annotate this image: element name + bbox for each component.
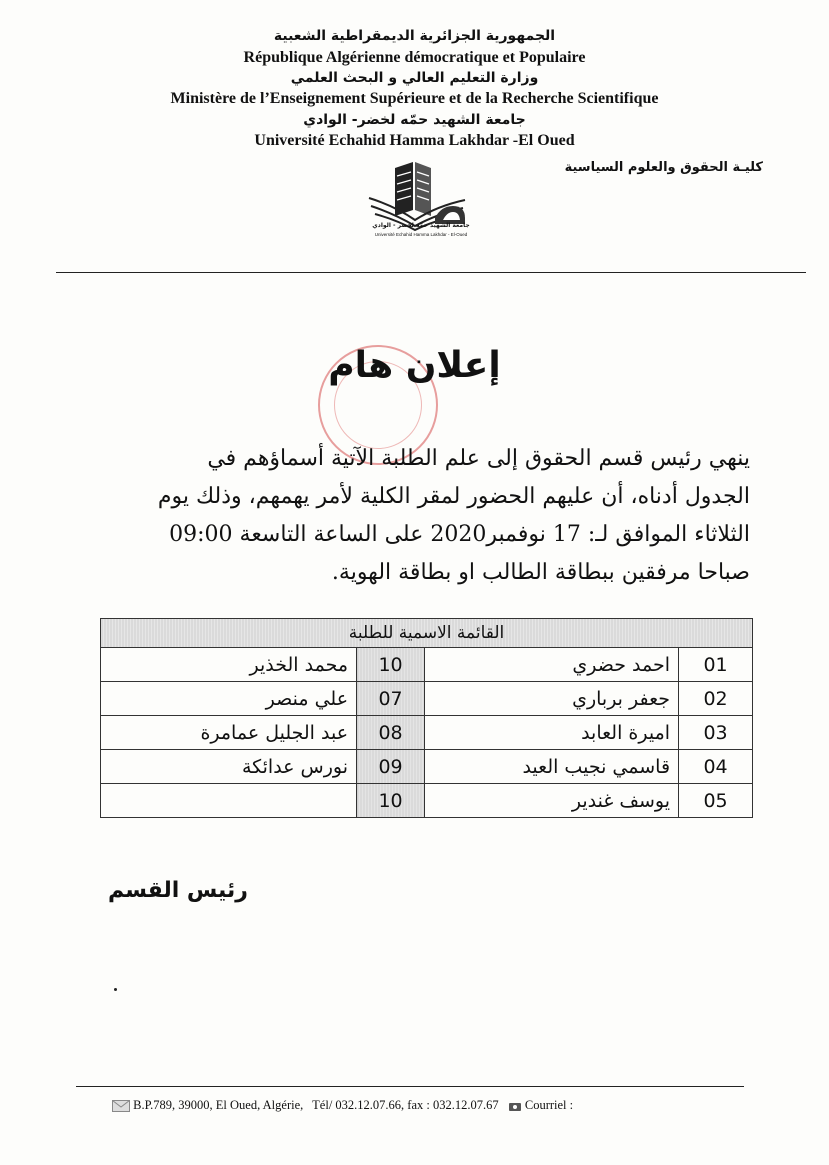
republic-fr: République Algérienne démocratique et Populaire	[243, 49, 586, 66]
table-row	[101, 750, 753, 784]
row-number: 04	[679, 750, 753, 784]
footer-phone: Tél/ 032.12.07.66, fax : 032.12.07.67	[312, 1098, 499, 1112]
row-number: 10	[357, 784, 425, 818]
email-icon	[508, 1100, 522, 1112]
footer-divider	[76, 1086, 744, 1087]
university-fr: Université Echahid Hamma Lakhdar -El Oued	[254, 132, 575, 149]
ministry-fr: Ministère de l’Enseignement Supérieure et de la Recherche Scientifique	[170, 90, 659, 107]
logo-caption-fr: Université Echahid Hamma Lakhdar - El-Oued	[374, 232, 468, 237]
student-name: قاسمي نجيب العيد	[425, 750, 679, 784]
university-ar: جامعة الشهيد حمّه لخضر- الوادي	[303, 112, 526, 128]
footer-email-label: Courriel :	[524, 1098, 574, 1112]
student-name: نورس عدائكة	[101, 750, 357, 784]
table-title: القائمة الاسمية للطلبة	[101, 619, 753, 648]
student-name: جعفر برباري	[425, 682, 679, 716]
announcement-line: صباحا مرفقين ببطاقة الطالب او بطاقة الهوية.	[331, 560, 750, 585]
table-row	[101, 682, 753, 716]
logo-caption-ar: جامعة الشهيد حمّه لخضر - الوادي	[372, 222, 470, 229]
row-number: 10	[357, 648, 425, 682]
student-name: احمد حضري	[425, 648, 679, 682]
row-number: 05	[679, 784, 753, 818]
announcement-line: الجدول أدناه، أن عليهم الحضور لمقر الكلية لأمر يهمهم، وذلك يوم	[157, 484, 750, 509]
row-number: 08	[357, 716, 425, 750]
student-name: عبد الجليل عمامرة	[101, 716, 357, 750]
row-number: 07	[357, 682, 425, 716]
signature-block	[108, 878, 308, 903]
announcement-body	[100, 440, 750, 592]
table-row	[101, 784, 753, 818]
signature-title: رئيس القسم	[108, 878, 248, 903]
footer-address: B.P.789, 39000, El Oued, Algérie,	[133, 1098, 304, 1112]
mail-icon	[112, 1100, 130, 1112]
announcement-title: إعلان هام	[328, 345, 501, 386]
student-name: محمد الخذير	[101, 648, 357, 682]
ministry-ar: وزارة التعليم العالي و البحث العلمي	[290, 70, 539, 86]
table-row	[101, 716, 753, 750]
table-header-row	[101, 619, 753, 648]
row-number: 01	[679, 648, 753, 682]
student-name: اميرة العابد	[425, 716, 679, 750]
student-name: علي منصر	[101, 682, 357, 716]
faculty-name: كليـة الحقوق والعلوم السياسية	[564, 160, 763, 175]
footer	[112, 1098, 579, 1113]
republic-ar: الجمهورية الجزائرية الديمقراطية الشعبية	[273, 28, 556, 44]
student-name: يوسف غندير	[425, 784, 679, 818]
row-number: 02	[679, 682, 753, 716]
row-number: 03	[679, 716, 753, 750]
announcement-line: الثلاثاء الموافق لـ: 17 نوفمبر2020 على الساعة التاسعة 09:00	[169, 522, 750, 547]
student-name	[101, 784, 357, 818]
announcement-line: ينهي رئيس قسم الحقوق إلى علم الطلبة الآتية أسماؤهم في	[207, 446, 750, 471]
students-table	[100, 618, 753, 818]
table-row	[101, 648, 753, 682]
row-number: 09	[357, 750, 425, 784]
university-logo	[365, 158, 477, 250]
stray-dot	[114, 988, 117, 991]
header-divider	[56, 272, 806, 273]
